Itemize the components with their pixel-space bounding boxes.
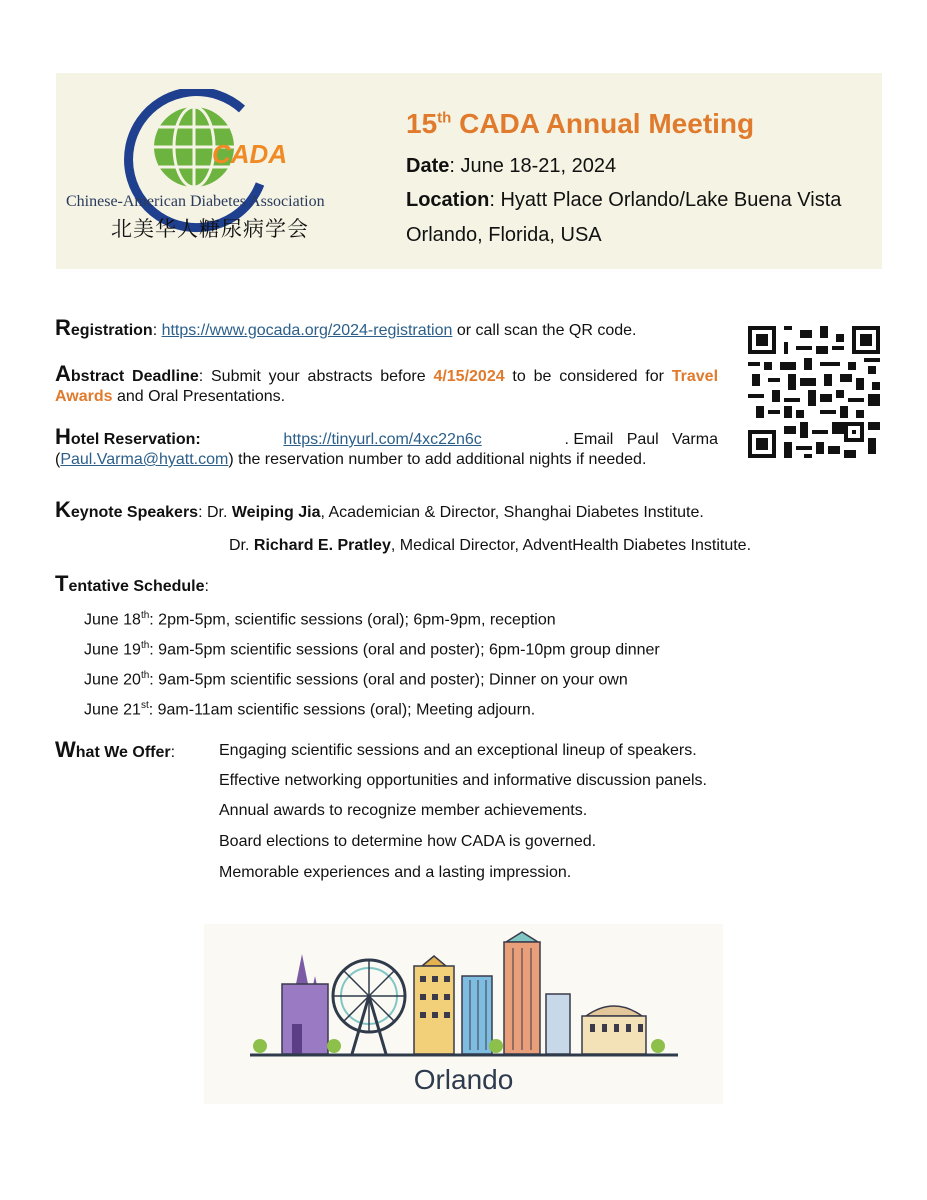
meeting-city: Orlando, Florida, USA	[406, 224, 602, 246]
meeting-location: Location: Hyatt Place Orlando/Lake Buena Vista	[406, 189, 842, 211]
travel-awards: Travel Awards	[55, 368, 719, 405]
abstract-section: Abstract Deadline: Submit your abstracts before 4/15/2024 to be considered for Travel Awards and Oral Presentations.	[55, 361, 719, 405]
city-caption: Orlando	[413, 1064, 514, 1095]
schedule-item: June 19th: 9am-5pm scientific sessions (oral and poster); 6pm-10pm group dinner	[84, 640, 660, 659]
offer-item: Effective networking opportunities and informative discussion panels.	[219, 772, 707, 789]
meeting-title: 15th CADA Annual Meeting	[406, 108, 755, 139]
schedule-item: June 20th: 9am-5pm scientific sessions (oral and poster); Dinner on your own	[84, 670, 628, 689]
registration-link[interactable]: https://www.gocada.org/2024-registration	[161, 322, 453, 339]
offer-heading: What We Offer:	[55, 737, 176, 762]
orlando-skyline-illustration	[204, 924, 723, 1104]
keynote-speaker-2: Richard E. Pratley	[253, 537, 391, 554]
offer-item: Memorable experiences and a lasting impression.	[219, 864, 572, 881]
skyline-graphic	[204, 924, 723, 1064]
association-name-en: Chinese-American Diabetes Association	[66, 193, 325, 210]
keynote-speaker-2-line: Dr. Richard E. Pratley, Medical Director, AdventHealth Diabetes Institute.	[229, 537, 752, 554]
header-banner	[56, 73, 882, 269]
offer-item: Engaging scientific sessions and an exceptional lineup of speakers.	[219, 742, 697, 759]
schedule-item: June 21st: 9am-11am scientific sessions (oral); Meeting adjourn.	[84, 700, 536, 719]
hotel-email-link[interactable]: Paul.Varma@hyatt.com	[60, 451, 229, 468]
abstract-deadline-date: 4/15/2024	[433, 368, 505, 385]
logo-text: CADA	[212, 139, 288, 169]
offer-item: Annual awards to recognize member achievements.	[219, 802, 588, 819]
offer-item: Board elections to determine how CADA is governed.	[219, 833, 597, 850]
qr-code[interactable]	[748, 326, 880, 458]
keynote-section: Keynote Speakers: Dr. Weiping Jia, Academician & Director, Shanghai Diabetes Institute.	[55, 497, 704, 522]
keynote-speaker-1: Weiping Jia	[231, 504, 321, 521]
meeting-date: Date: June 18-21, 2024	[406, 155, 617, 177]
hotel-link[interactable]: https://tinyurl.com/4xc22n6c	[283, 431, 482, 448]
schedule-heading: Tentative Schedule:	[55, 571, 209, 596]
association-name-zh: 北美华人糖尿病学会	[111, 217, 309, 241]
registration-section: Registration: https://www.gocada.org/2024-registration or call scan the QR code.	[55, 315, 637, 340]
schedule-item: June 18th: 2pm-5pm, scientific sessions (oral); 6pm-9pm, reception	[84, 610, 556, 629]
hotel-section: Hotel Reservation: https://tinyurl.com/4xc22n6c . Email Paul Varma (Paul.Varma@hyatt.com) the reservation number to add additional nights if needed.	[55, 424, 718, 468]
